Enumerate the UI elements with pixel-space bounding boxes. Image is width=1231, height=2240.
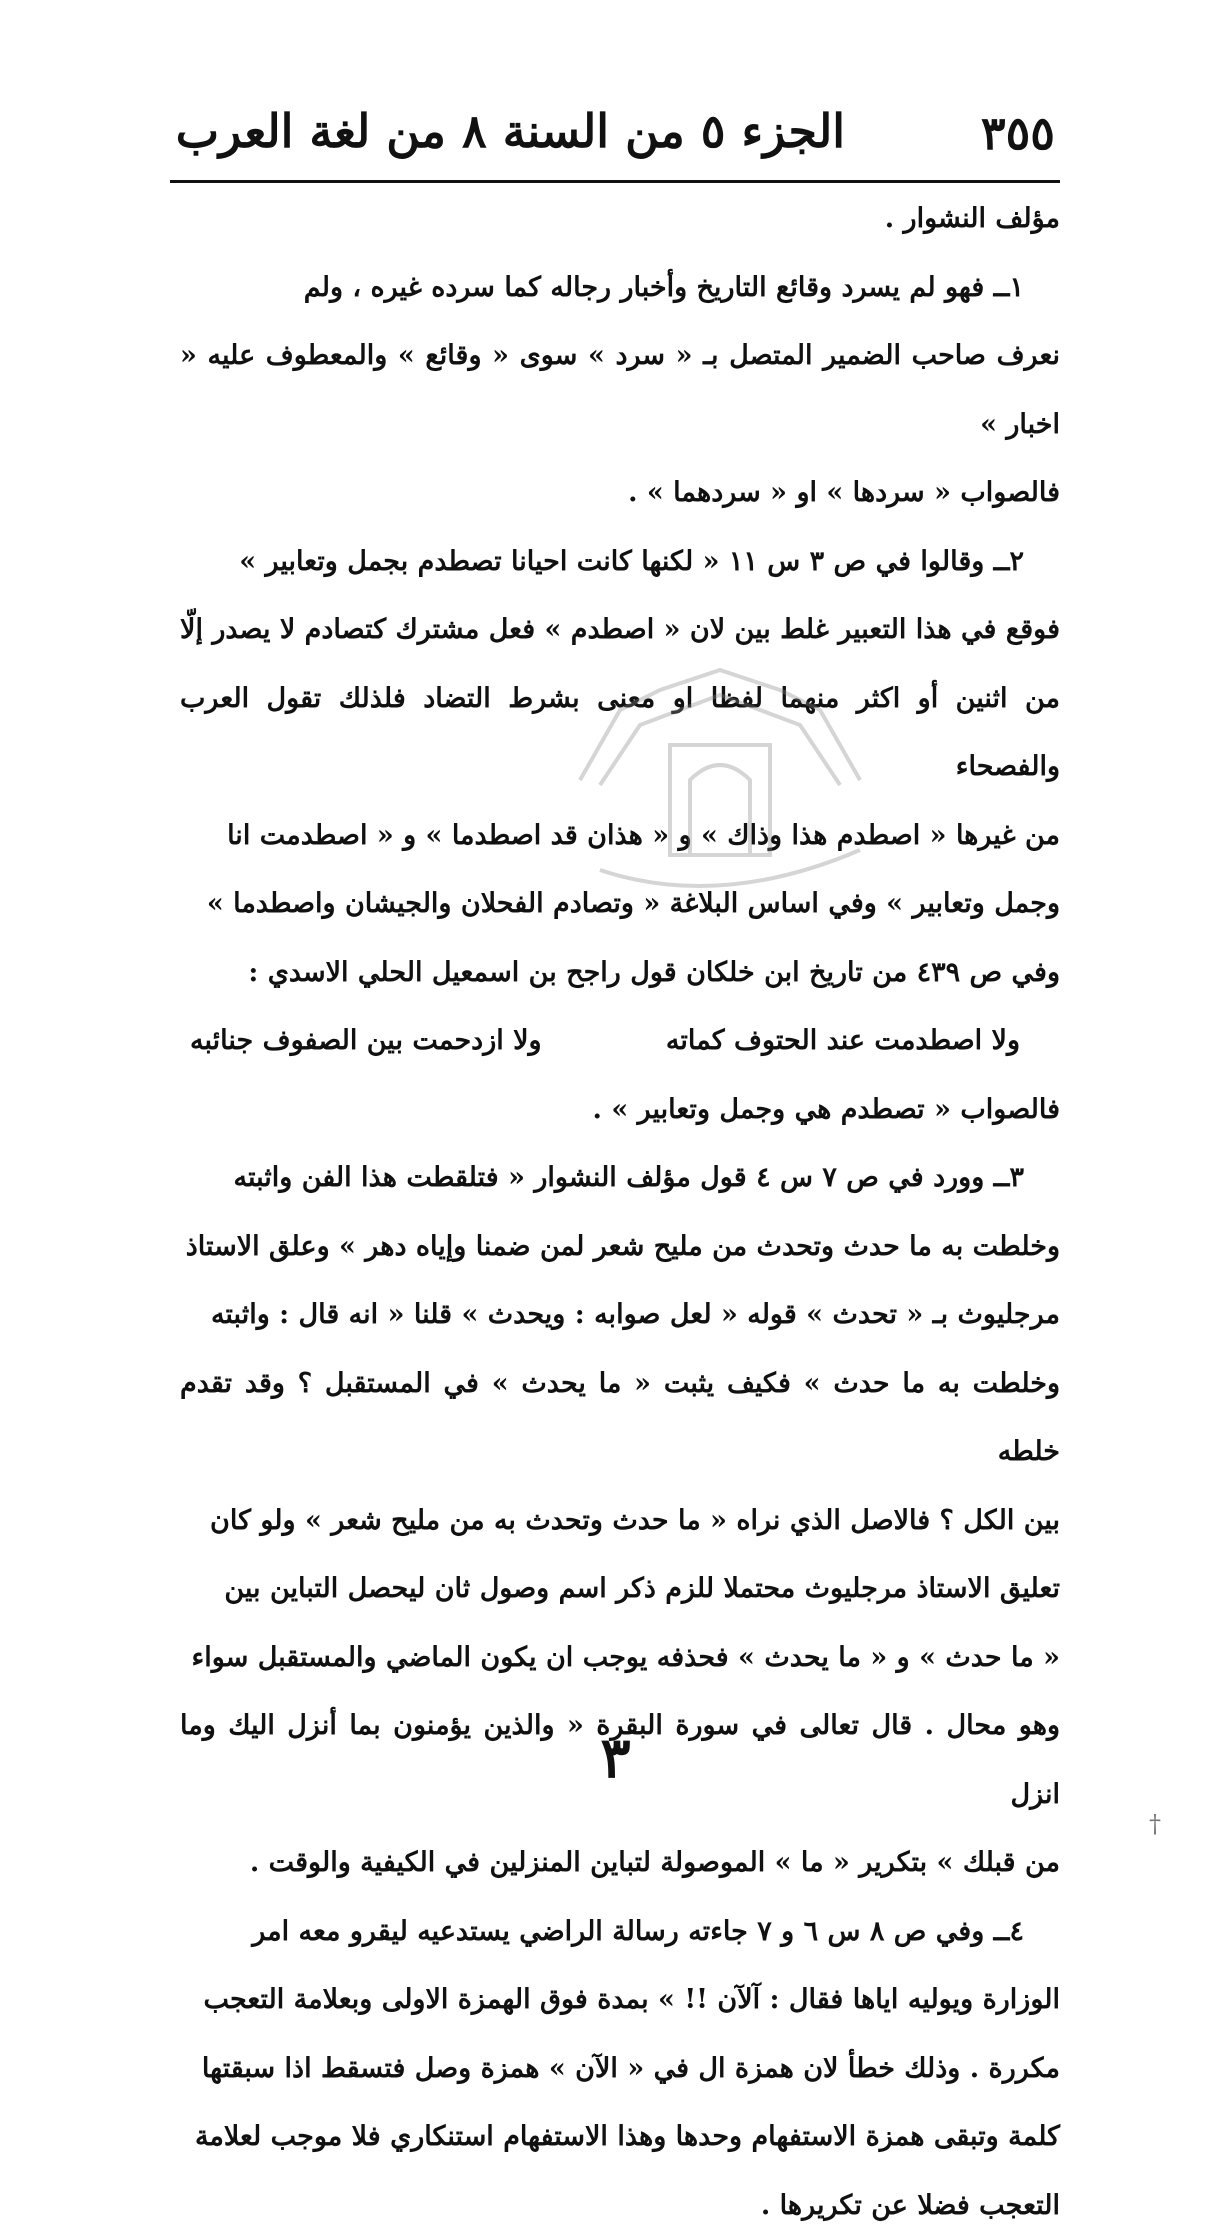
text-line: مؤلف النشوار . (180, 185, 1060, 254)
text-line: بين الكل ؟ فالاصل الذي نراه « ما حدث وتحدث به من مليح شعر » ولو كان (180, 1487, 1060, 1556)
text-line: فالصواب « سردها » او « سردهما » . (180, 459, 1060, 528)
text-line: من غيرها « اصطدم هذا وذاك » و « هذان قد اصطدما » و « اصطدمت انا (180, 802, 1060, 871)
signature-number: ٣ (0, 1725, 1231, 1791)
article-body (180, 185, 1060, 2240)
page-number: ٣٥٥ (981, 106, 1055, 160)
text-line: الوزارة ويوليه اياها فقال : آلآن !! » بمدة فوق الهمزة الاولى وبعلامة التعجب (180, 1966, 1060, 2035)
verse-first-hemistich: ولا اصطدمت عند الحتوف كماته (666, 1007, 1020, 1076)
running-title: الجزء ٥ من السنة ٨ من لغة العرب (176, 104, 845, 158)
text-line: من قبلك » بتكرير « ما » الموصولة لتباين المنزلين في الكيفية والوقت . (180, 1829, 1060, 1898)
text-line: نعرف صاحب الضمير المتصل بـ « سرد » سوى « وقائع » والمعطوف عليه « اخبار » (180, 322, 1060, 459)
text-line: وجمل وتعابير » وفي اساس البلاغة « وتصادم الفحلان والجيشان واصطدما » (180, 870, 1060, 939)
corner-mark: † (1149, 1810, 1161, 1838)
text-line: ٤ــ وفي ص ٨ س ٦ و ٧ جاءته رسالة الراضي يستدعيه ليقرو معه امر (180, 1898, 1060, 1967)
text-line: ١ــ فهو لم يسرد وقائع التاريخ وأخبار رجاله كما سرده غيره ، ولم (180, 254, 1060, 323)
text-line: وخلطت به ما حدث » فكيف يثبت « ما يحدث » في المستقبل ؟ وقد تقدم خلطه (180, 1350, 1060, 1487)
poem-verse (180, 1007, 1060, 1076)
text-line: فوقع في هذا التعبير غلط بين لان « اصطدم » فعل مشترك كتصادم لا يصدر إلّا (180, 596, 1060, 665)
header-rule (170, 180, 1060, 183)
text-line: مرجليوث بـ « تحدث » قوله « لعل صوابه : ويحدث » قلنا « انه قال : واثبته (180, 1281, 1060, 1350)
page-header (185, 100, 1055, 170)
text-line: وخلطت به ما حدث وتحدث من مليح شعر لمن ضمنا وإياه دهر » وعلق الاستاذ (180, 1213, 1060, 1282)
text-line: ٣ــ وورد في ص ٧ س ٤ قول مؤلف النشوار « فتلقطت هذا الفن واثبته (180, 1144, 1060, 1213)
text-line: التعجب فضلا عن تكريرها . (180, 2172, 1060, 2240)
text-line: وفي ص ٤٣٩ من تاريخ ابن خلكان قول راجح بن اسمعيل الحلي الاسدي : (180, 939, 1060, 1008)
text-line: وهو محال . قال تعالى في سورة البقرة « والذين يؤمنون بما أنزل اليك وما انزل (180, 1692, 1060, 1829)
text-line: كلمة وتبقى همزة الاستفهام وحدها وهذا الاستفهام استنكاري فلا موجب لعلامة (180, 2103, 1060, 2172)
text-line: « ما حدث » و « ما يحدث » فحذفه يوجب ان يكون الماضي والمستقبل سواء (180, 1624, 1060, 1693)
text-line: مكررة . وذلك خطأ لان همزة ال في « الآن » همزة وصل فتسقط اذا سبقتها (180, 2035, 1060, 2104)
text-line: فالصواب « تصطدم هي وجمل وتعابير » . (180, 1076, 1060, 1145)
text-line: من اثنين أو اكثر منهما لفظا او معنى بشرط التضاد فلذلك تقول العرب والفصحاء (180, 665, 1060, 802)
verse-second-hemistich: ولا ازدحمت بين الصفوف جنائبه (190, 1007, 542, 1076)
text-line: ٢ــ وقالوا في ص ٣ س ١١ « لكنها كانت احيانا تصطدم بجمل وتعابير » (180, 528, 1060, 597)
text-line: تعليق الاستاذ مرجليوث محتملا للزم ذكر اسم وصول ثان ليحصل التباين بين (180, 1555, 1060, 1624)
